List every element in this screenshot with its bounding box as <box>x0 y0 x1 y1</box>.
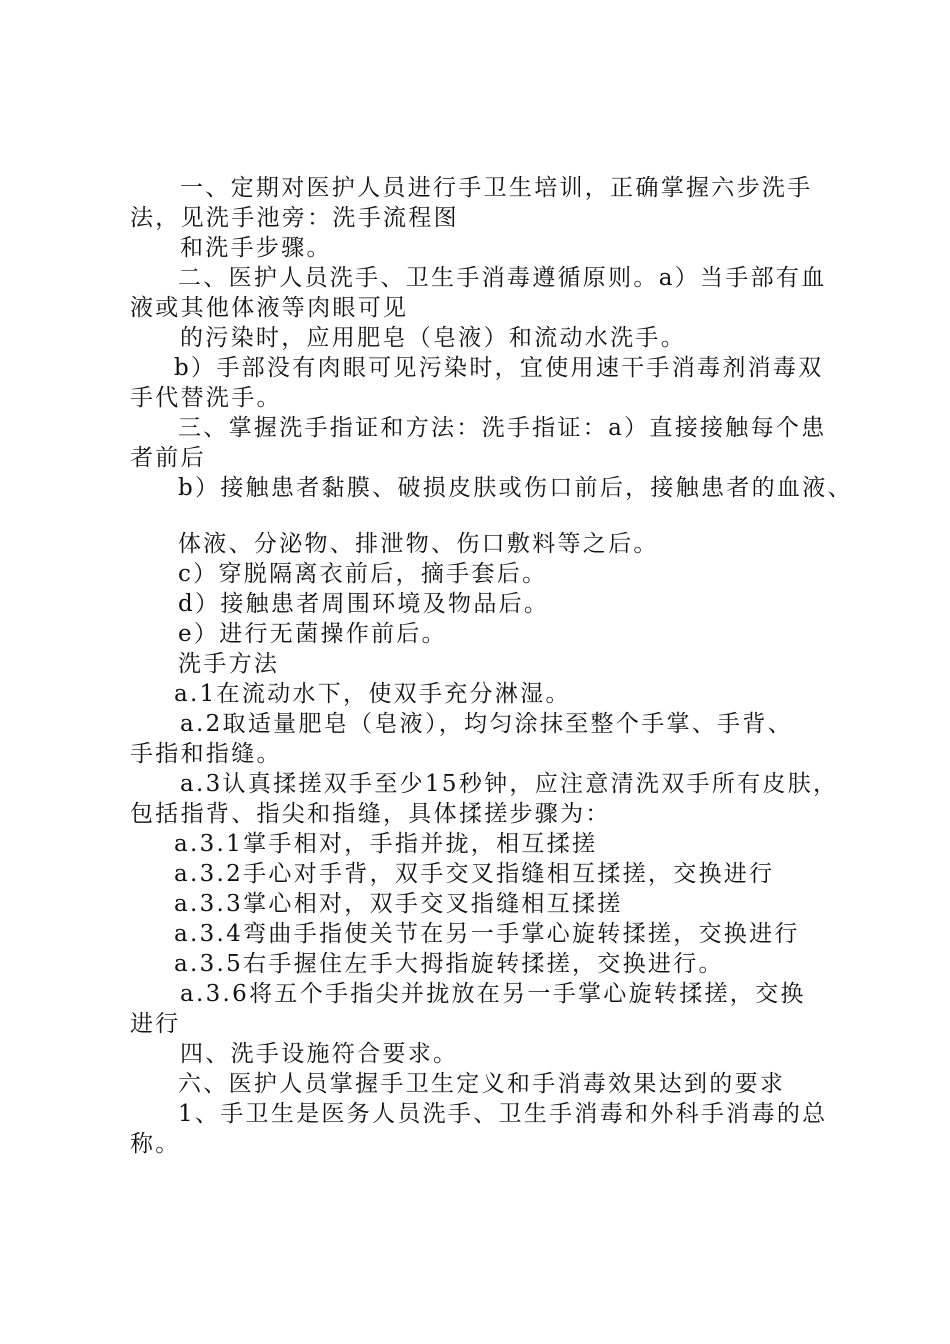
paragraph-line: 者前后 <box>130 445 206 471</box>
paragraph-line: 一、定期对医护人员进行手卫生培训，正确掌握六步洗手 <box>180 175 813 201</box>
paragraph-line: 法，见洗手池旁：洗手流程图 <box>130 205 459 231</box>
paragraph-line: 包括指背、指尖和指缝，具体揉搓步骤为： <box>130 801 611 827</box>
paragraph-line: a.1在流动水下，使双手充分淋湿。 <box>174 681 571 707</box>
paragraph-line: a.3.3掌心相对，双手交叉指缝相互揉搓 <box>174 891 623 917</box>
paragraph-line: c）穿脱隔离衣前后，摘手套后。 <box>178 561 548 587</box>
paragraph-line: 洗手方法 <box>178 651 280 677</box>
paragraph-line: 1、手卫生是医务人员洗手、卫生手消毒和外科手消毒的总 <box>178 1101 828 1127</box>
paragraph-line: 体液、分泌物、排泄物、伤口敷料等之后。 <box>178 531 659 557</box>
paragraph-line: 进行 <box>130 1011 181 1037</box>
document-body <box>130 173 853 1159</box>
paragraph-line: b）接触患者黏膜、破损皮肤或伤口前后，接触患者的血液、 <box>178 475 853 501</box>
paragraph-line: 三、掌握洗手指证和方法：洗手指证：a）直接接触每个患 <box>178 415 827 441</box>
paragraph-line: a.3.1掌手相对，手指并拢，相互揉搓 <box>174 831 598 857</box>
paragraph-line: e）进行无菌操作前后。 <box>178 621 447 647</box>
paragraph-line: a.3.6将五个手指尖并拢放在另一手掌心旋转揉搓，交换 <box>180 981 806 1007</box>
paragraph-line: 手指和指缝。 <box>130 741 282 767</box>
paragraph-line: 称。 <box>130 1131 181 1157</box>
paragraph-line: 液或其他体液等肉眼可见 <box>130 295 409 321</box>
paragraph-line: a.2取适量肥皂（皂液），均匀涂抹至整个手掌、手背、 <box>180 711 793 737</box>
paragraph-line: 手代替洗手。 <box>130 385 282 411</box>
paragraph-line: a.3.4弯曲手指使关节在另一手掌心旋转揉搓，交换进行 <box>174 921 800 947</box>
paragraph-line: 的污染时，应用肥皂（皂液）和流动水洗手。 <box>180 325 686 351</box>
paragraph-line: a.3.5右手握住左手大拇指旋转揉搓，交换进行。 <box>174 951 724 977</box>
paragraph-line: a.3认真揉搓双手至少15秒钟，应注意清洗双手所有皮肤， <box>180 771 839 797</box>
paragraph-line: 二、医护人员洗手、卫生手消毒遵循原则。a）当手部有血 <box>178 265 827 291</box>
paragraph-line: b）手部没有肉眼可见污染时，宜使用速干手消毒剂消毒双 <box>174 355 824 381</box>
paragraph-line: 四、洗手设施符合要求。 <box>180 1041 459 1067</box>
paragraph-line: a.3.2手心对手背，双手交叉指缝相互揉搓，交换进行 <box>174 861 775 887</box>
paragraph-line: 六、医护人员掌握手卫生定义和手消毒效果达到的要求 <box>178 1071 786 1097</box>
paragraph-line: d）接触患者周围环境及物品后。 <box>178 591 550 617</box>
paragraph-line: 和洗手步骤。 <box>180 235 332 261</box>
